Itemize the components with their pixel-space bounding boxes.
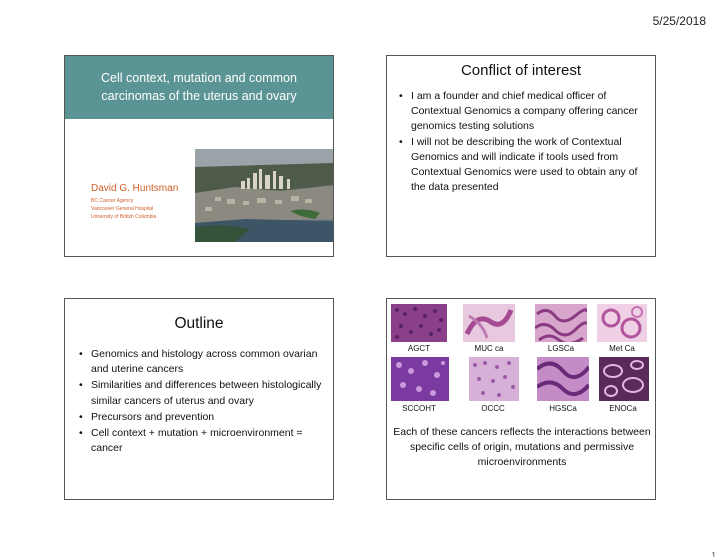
- slide-title-card: [64, 55, 334, 257]
- bullet-item: • Similarities and differences between histologically similar cancers of uterus and ovary: [79, 378, 329, 408]
- histology-label: Met Ca: [609, 344, 635, 353]
- bullet-item: • I will not be describing the work of Contextual Genomics and will indicate if tools used from Contextual Genomics were used to obtain any of the data presented: [399, 135, 647, 196]
- bullet-item: • Precursors and prevention: [79, 410, 329, 425]
- slide-outline: [64, 298, 334, 500]
- histology-label: LGSCa: [547, 344, 575, 353]
- affiliation: BC Cancer Agency: [91, 198, 134, 204]
- bullet-item: • Genomics and histology across common ovarian and uterine cancers: [79, 347, 329, 377]
- histology-image-muc: [463, 304, 515, 342]
- histology-label: OCCC: [481, 404, 505, 413]
- page-date: 5/25/2018: [652, 14, 706, 28]
- histology-label: ENOCa: [609, 404, 637, 413]
- slide-title: Conflict of interest: [460, 62, 582, 79]
- histology-label: AGCT: [407, 344, 431, 353]
- author-name: David G. Huntsman: [91, 183, 179, 194]
- histology-image-sccoht: [391, 357, 449, 401]
- histology-label: MUC ca: [474, 344, 504, 353]
- slide-title: Outline: [174, 315, 224, 332]
- histology-image-hgsca: [537, 357, 589, 401]
- slide-conflict-of-interest: [386, 55, 656, 257]
- bullet-item: • I am a founder and chief medical officer of Contextual Genomics a company offering cancer genomics testing solutions: [399, 89, 647, 135]
- histology-label: SCCOHT: [402, 404, 436, 413]
- histology-image-metca: [597, 304, 647, 342]
- slide-title: Cell context, mutation and common carcinomas of the uterus and ovary: [101, 71, 297, 103]
- affiliation: Vancouver General Hospital: [91, 206, 154, 212]
- bullet-list: [399, 89, 647, 196]
- title-band: [65, 56, 333, 119]
- bullet-item: • Cell context + mutation + microenvironment = cancer: [79, 426, 329, 456]
- city-aerial-photo: [195, 149, 334, 242]
- slide-caption: Each of these cancers reflects the interactions between specific cells of origin, mutations and permissive microenvironments: [393, 426, 651, 469]
- histology-image-lgsca: [535, 304, 587, 342]
- page-number: 1: [711, 551, 716, 557]
- histology-image-occc: [469, 357, 519, 401]
- histology-image-agct: [391, 304, 447, 342]
- histology-label: HGSCa: [549, 404, 577, 413]
- bullet-list: [79, 347, 329, 458]
- slide-histology: [386, 298, 656, 500]
- histology-image-enoca: [599, 357, 649, 401]
- affiliation: University of British Columbia: [91, 214, 157, 220]
